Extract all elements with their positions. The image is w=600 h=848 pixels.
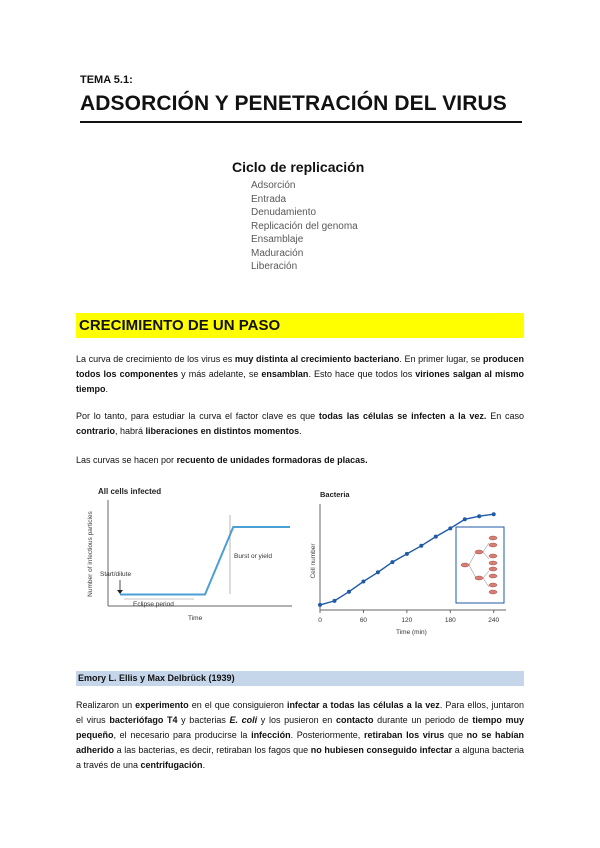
x-tick-label: 180	[444, 617, 456, 624]
emphasis-text: E. coli	[229, 715, 258, 725]
emphasis-text: infectar a todas las células a la vez	[286, 700, 440, 710]
emphasis-text: experimento	[135, 700, 189, 710]
topic-number: TEMA 5.1:	[80, 74, 133, 86]
data-point	[333, 599, 337, 603]
eclipse-period-label: Eclipse period	[133, 601, 174, 608]
emphasis-text: todas las células se infecten a la vez.	[318, 411, 487, 421]
emphasis-text: producen todos los componentes	[76, 354, 524, 379]
title-underline	[80, 121, 522, 123]
data-point	[463, 517, 467, 521]
cycle-step: Denudamiento	[251, 207, 317, 218]
data-point	[492, 512, 496, 516]
y-axis-label: Cell number	[310, 543, 317, 579]
emphasis-text: centrifugación	[140, 760, 203, 770]
x-tick-label: 60	[359, 617, 368, 624]
cycle-step: Entrada	[251, 193, 287, 205]
x-axis-label: Time (min)	[396, 629, 427, 636]
start-dilute-label: Start/dilute	[100, 571, 132, 578]
emphasis-text: no hubiesen conseguido infectar	[310, 745, 453, 755]
cycle-step: Maduración	[251, 247, 304, 259]
paragraph: Las curvas se hacen por recuento de unidades formadoras de placas.	[76, 455, 368, 465]
page-title: ADSORCIÓN Y PENETRACIÓN DEL VIRUS	[80, 92, 507, 115]
start-arrow-head	[117, 590, 123, 594]
growth-line	[120, 527, 290, 595]
chart-title: All cells infected	[98, 487, 162, 496]
data-point	[434, 535, 438, 539]
paragraph: Realizaron un experimento en el que consiguieron infectar a todas las células a la vez. Para ellos, juntaron el virus bacteriófago T4 y bacterias E. coli y los pusieron en contacto durante un periodo de tiempo muy pequeño, el necesario para producirse la infección. Posteriormente, retiraban los virus que no se habían adherido a las bacterias, es decir, retiraban los fagos que no hubiesen conseguido infectar a alguna bacteria a través de una centrifugación.	[76, 700, 524, 770]
bacteria-growth-chart	[306, 486, 518, 636]
x-tick-label: 240	[488, 617, 500, 624]
section-heading: CRECIMIENTO DE UN PASO	[79, 317, 281, 334]
cycle-step: Ensamblaje	[251, 234, 304, 245]
data-point	[376, 570, 380, 574]
x-axis-label: Time	[188, 615, 203, 622]
emphasis-text: contrario	[76, 426, 116, 436]
emphasis-text: no se habían adherido	[76, 730, 524, 755]
emphasis-text: viriones salgan al mismo tiempo	[76, 369, 524, 394]
emphasis-text: ensamblan	[261, 369, 309, 379]
data-point	[448, 526, 452, 530]
emphasis-text: liberaciones en distintos momentos	[145, 426, 300, 436]
cycle-steps-list	[251, 179, 358, 274]
data-point	[318, 603, 322, 607]
subsection-heading-banner	[76, 671, 524, 686]
emphasis-text: bacteriófago T4	[109, 715, 178, 725]
emphasis-text: recuento de unidades formadoras de placas.	[176, 455, 368, 465]
section-heading-banner	[76, 313, 524, 338]
cell-division-inset	[456, 527, 504, 603]
x-tick-label: 120	[401, 617, 413, 624]
chart-title: Bacteria	[320, 490, 350, 499]
emphasis-text: infección	[251, 730, 291, 740]
paragraph: La curva de crecimiento de los virus es muy distinta al crecimiento bacteriano. En primer lugar, se producen todos los componentes y más adelante, se ensamblan. Esto hace que todos los viriones salgan al mismo tiempo.	[76, 354, 524, 394]
y-axis-label: Number of infectious particles	[87, 511, 94, 597]
cycle-step: Replicación del genoma	[251, 220, 358, 232]
data-point	[477, 514, 481, 518]
subsection-heading: Emory L. Ellis y Max Delbrück (1939)	[78, 673, 235, 683]
emphasis-text: tiempo muy pequeño	[76, 715, 524, 740]
cycle-step: Liberación	[251, 261, 298, 272]
one-step-growth-chart	[84, 484, 296, 626]
data-point	[419, 544, 423, 548]
cycle-step: Adsorción	[251, 180, 296, 191]
emphasis-text: retiraban los virus	[363, 730, 445, 740]
data-point	[347, 590, 351, 594]
emphasis-text: contacto	[335, 715, 374, 725]
data-point	[361, 580, 365, 584]
cycle-title: Ciclo de replicación	[232, 159, 365, 175]
emphasis-text: muy distinta al crecimiento bacteriano	[234, 354, 400, 364]
data-point	[405, 552, 409, 556]
data-point	[390, 560, 394, 564]
burst-yield-label: Burst or yield	[234, 553, 272, 560]
paragraph: Por lo tanto, para estudiar la curva el factor clave es que todas las células se infecten a la vez. En caso contrario, habrá liberaciones en distintos momentos.	[76, 411, 524, 436]
x-tick-label: 0	[318, 617, 322, 624]
